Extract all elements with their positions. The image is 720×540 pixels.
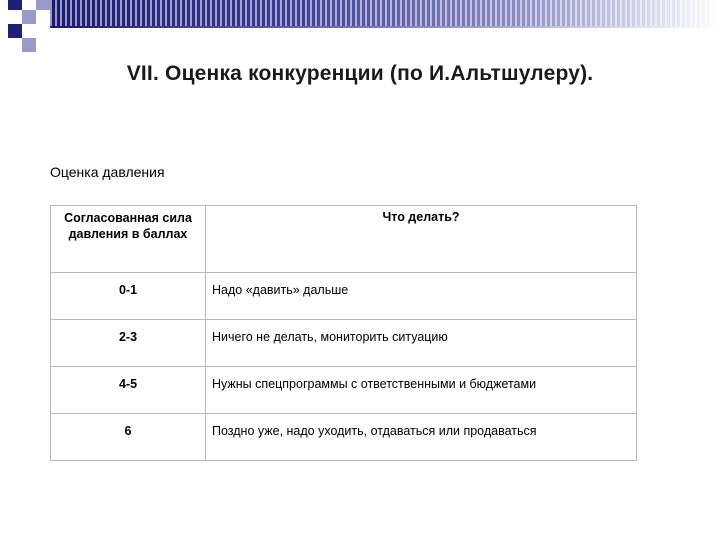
header-gradient-bar [50,0,720,26]
table-row [51,367,637,414]
decor-square [22,10,36,24]
decor-square [8,24,22,38]
table-row [51,273,637,320]
table-row [51,320,637,367]
column-header-action: Что делать? [206,206,637,273]
action-cell: Надо «давить» дальше [206,273,637,320]
decor-square [8,0,22,10]
score-cell: 6 [51,414,206,461]
header-divider [50,26,720,28]
score-cell: 2-3 [51,320,206,367]
score-cell: 0-1 [51,273,206,320]
page-title: VII. Оценка конкуренции (по И.Альтшулеру). [126,62,594,85]
decor-square [36,0,50,10]
action-cell: Нужны спецпрограммы с ответственными и бюджетами [206,367,637,414]
decor-square [36,24,50,38]
action-cell: Поздно уже, надо уходить, отдаваться или продаваться [206,414,637,461]
pressure-table [50,205,637,461]
decor-square [22,38,36,52]
section-subtitle: Оценка давления [50,164,165,180]
score-cell: 4-5 [51,367,206,414]
table-row [51,414,637,461]
table-header-row [51,206,637,273]
column-header-score: Согласованная сила давления в баллах [51,206,206,273]
action-cell: Ничего не делать, мониторить ситуацию [206,320,637,367]
